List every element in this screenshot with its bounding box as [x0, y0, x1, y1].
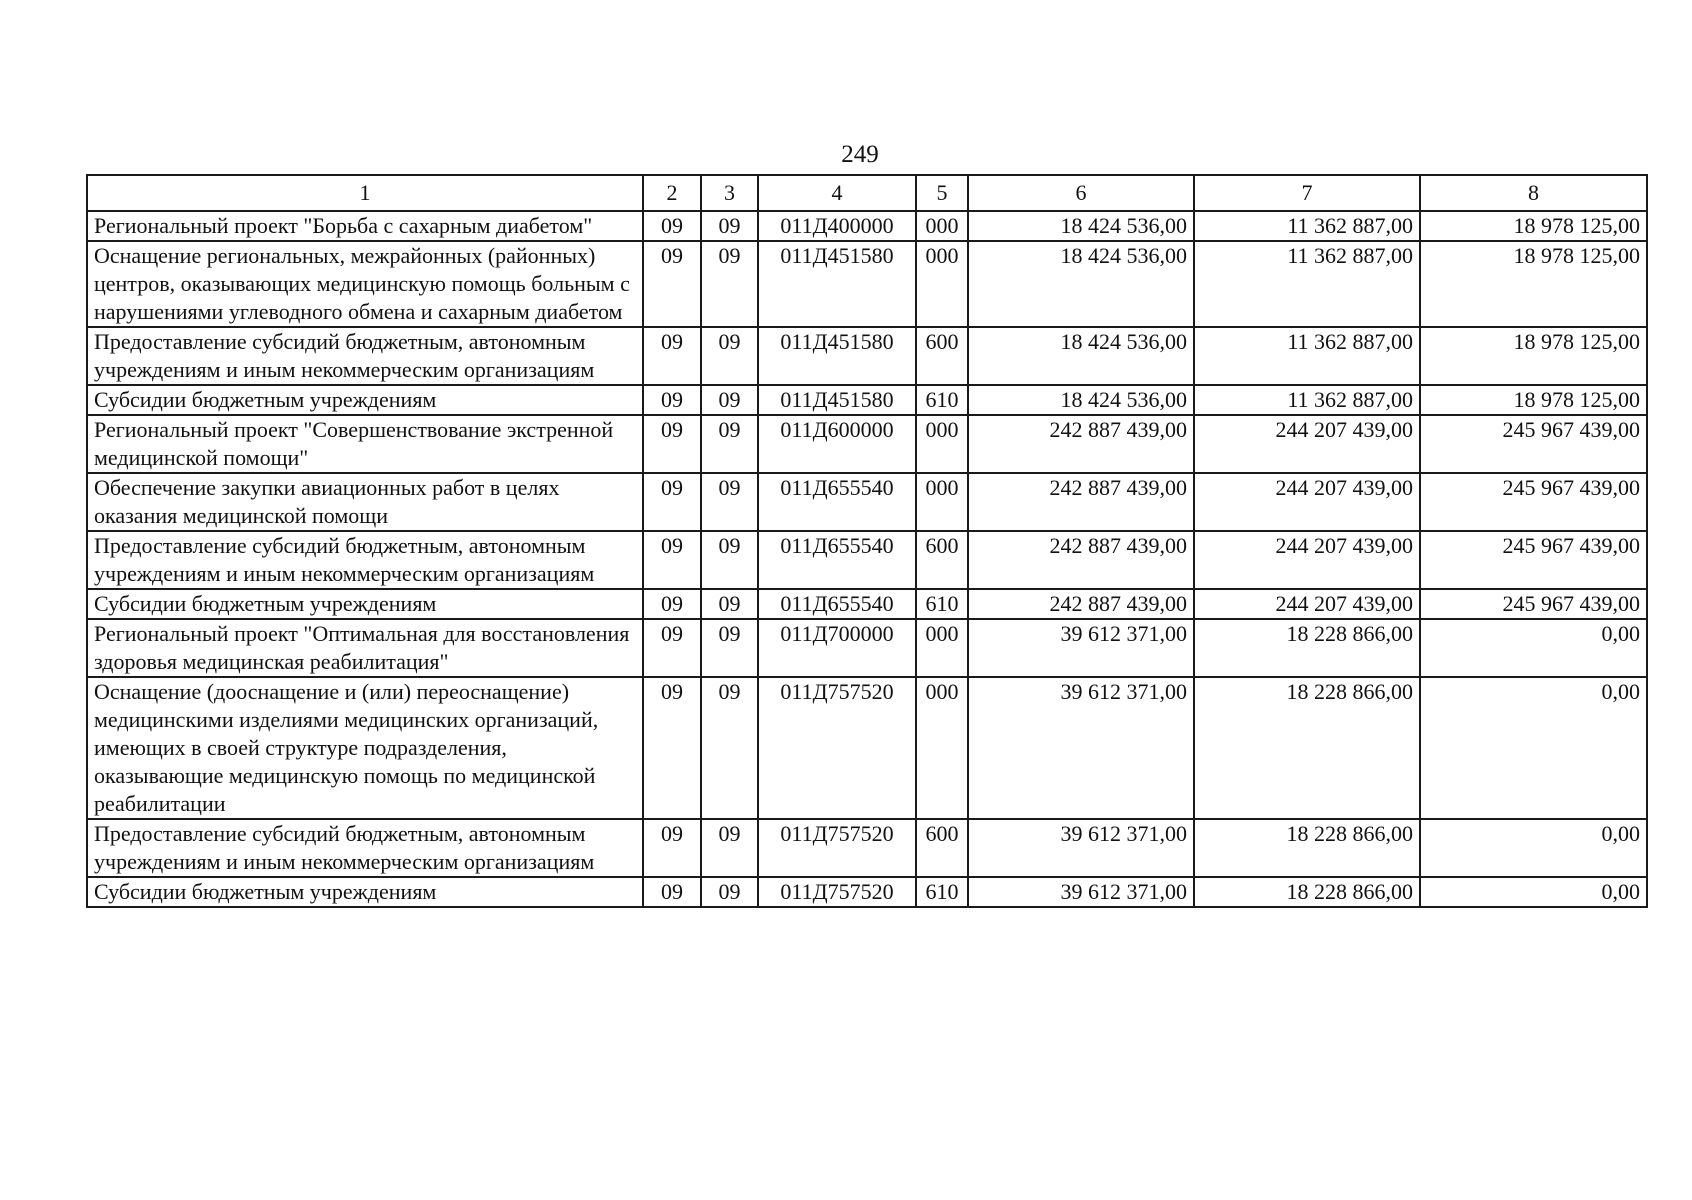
table-row — [87, 385, 1647, 415]
section-code-cell: 09 — [643, 589, 701, 619]
subsection-code-cell: 09 — [701, 385, 758, 415]
target-article-cell: 011Д451580 — [758, 241, 916, 327]
amount-column-6-cell: 18 424 536,00 — [968, 385, 1194, 415]
amount-column-7-cell: 244 207 439,00 — [1194, 531, 1420, 589]
amount-column-8-cell: 18 978 125,00 — [1420, 327, 1647, 385]
amount-column-7-cell: 244 207 439,00 — [1194, 415, 1420, 473]
table-row — [87, 531, 1647, 589]
expense-type-cell: 000 — [916, 211, 968, 241]
section-code-cell: 09 — [643, 241, 701, 327]
target-article-cell: 011Д451580 — [758, 327, 916, 385]
page-number: 249 — [841, 141, 879, 168]
amount-column-8-cell: 0,00 — [1420, 619, 1647, 677]
amount-column-7-cell: 244 207 439,00 — [1194, 589, 1420, 619]
expense-type-cell: 000 — [916, 619, 968, 677]
amount-column-8-cell: 18 978 125,00 — [1420, 385, 1647, 415]
expense-name-cell: Региональный проект "Оптимальная для восстановления здоровья медицинская реабилитация" — [87, 619, 643, 677]
table-body — [87, 211, 1647, 907]
expense-name-cell: Субсидии бюджетным учреждениям — [87, 385, 643, 415]
amount-column-8-cell: 245 967 439,00 — [1420, 473, 1647, 531]
subsection-code-cell: 09 — [701, 415, 758, 473]
expense-type-cell: 600 — [916, 327, 968, 385]
subsection-code-cell: 09 — [701, 531, 758, 589]
expense-type-cell: 600 — [916, 819, 968, 877]
expense-type-cell: 610 — [916, 877, 968, 907]
amount-column-8-cell: 18 978 125,00 — [1420, 241, 1647, 327]
target-article-cell: 011Д655540 — [758, 589, 916, 619]
amount-column-6-cell: 39 612 371,00 — [968, 619, 1194, 677]
target-article-cell: 011Д757520 — [758, 819, 916, 877]
amount-column-7-cell: 18 228 866,00 — [1194, 877, 1420, 907]
amount-column-6-cell: 39 612 371,00 — [968, 877, 1194, 907]
amount-column-6-cell: 18 424 536,00 — [968, 211, 1194, 241]
amount-column-6-cell: 18 424 536,00 — [968, 241, 1194, 327]
subsection-code-cell: 09 — [701, 211, 758, 241]
column-header: 8 — [1420, 175, 1647, 211]
section-code-cell: 09 — [643, 877, 701, 907]
subsection-code-cell: 09 — [701, 619, 758, 677]
target-article-cell: 011Д451580 — [758, 385, 916, 415]
budget-table — [86, 174, 1648, 908]
column-header: 5 — [916, 175, 968, 211]
amount-column-8-cell: 245 967 439,00 — [1420, 589, 1647, 619]
table-row — [87, 819, 1647, 877]
expense-name-cell: Предоставление субсидий бюджетным, автономным учреждениям и иным некоммерческим организациям — [87, 531, 643, 589]
expense-type-cell: 600 — [916, 531, 968, 589]
section-code-cell: 09 — [643, 473, 701, 531]
target-article-cell: 011Д757520 — [758, 877, 916, 907]
table-row — [87, 211, 1647, 241]
expense-name-cell: Региональный проект "Совершенствование экстренной медицинской помощи" — [87, 415, 643, 473]
target-article-cell: 011Д600000 — [758, 415, 916, 473]
target-article-cell: 011Д700000 — [758, 619, 916, 677]
column-header: 1 — [87, 175, 643, 211]
table-row — [87, 241, 1647, 327]
subsection-code-cell: 09 — [701, 241, 758, 327]
amount-column-7-cell: 18 228 866,00 — [1194, 619, 1420, 677]
amount-column-7-cell: 244 207 439,00 — [1194, 473, 1420, 531]
amount-column-8-cell: 0,00 — [1420, 677, 1647, 819]
amount-column-7-cell: 11 362 887,00 — [1194, 327, 1420, 385]
column-number-header-row — [87, 175, 1647, 211]
section-code-cell: 09 — [643, 819, 701, 877]
section-code-cell: 09 — [643, 327, 701, 385]
amount-column-8-cell: 245 967 439,00 — [1420, 415, 1647, 473]
amount-column-7-cell: 18 228 866,00 — [1194, 819, 1420, 877]
expense-name-cell: Предоставление субсидий бюджетным, автономным учреждениям и иным некоммерческим организациям — [87, 327, 643, 385]
table-row — [87, 677, 1647, 819]
subsection-code-cell: 09 — [701, 819, 758, 877]
subsection-code-cell: 09 — [701, 473, 758, 531]
expense-type-cell: 000 — [916, 415, 968, 473]
target-article-cell: 011Д757520 — [758, 677, 916, 819]
amount-column-8-cell: 0,00 — [1420, 819, 1647, 877]
table-row — [87, 877, 1647, 907]
expense-name-cell: Оснащение (дооснащение и (или) переоснащение) медицинскими изделиями медицинских организаций, имеющих в своей структуре подразделения, оказывающие медицинскую помощь по медицинской реабилитации — [87, 677, 643, 819]
target-article-cell: 011Д400000 — [758, 211, 916, 241]
amount-column-6-cell: 18 424 536,00 — [968, 327, 1194, 385]
amount-column-7-cell: 11 362 887,00 — [1194, 241, 1420, 327]
expense-type-cell: 000 — [916, 473, 968, 531]
expense-name-cell: Обеспечение закупки авиационных работ в целях оказания медицинской помощи — [87, 473, 643, 531]
section-code-cell: 09 — [643, 619, 701, 677]
amount-column-8-cell: 0,00 — [1420, 877, 1647, 907]
section-code-cell: 09 — [643, 531, 701, 589]
amount-column-6-cell: 242 887 439,00 — [968, 473, 1194, 531]
table-row — [87, 619, 1647, 677]
expense-type-cell: 610 — [916, 385, 968, 415]
column-header: 7 — [1194, 175, 1420, 211]
target-article-cell: 011Д655540 — [758, 531, 916, 589]
table-row — [87, 415, 1647, 473]
expense-name-cell: Субсидии бюджетным учреждениям — [87, 589, 643, 619]
table-row — [87, 327, 1647, 385]
amount-column-6-cell: 39 612 371,00 — [968, 819, 1194, 877]
subsection-code-cell: 09 — [701, 877, 758, 907]
expense-name-cell: Региональный проект "Борьба с сахарным диабетом" — [87, 211, 643, 241]
subsection-code-cell: 09 — [701, 589, 758, 619]
column-header: 3 — [701, 175, 758, 211]
amount-column-6-cell: 242 887 439,00 — [968, 531, 1194, 589]
expense-name-cell: Предоставление субсидий бюджетным, автономным учреждениям и иным некоммерческим организациям — [87, 819, 643, 877]
target-article-cell: 011Д655540 — [758, 473, 916, 531]
expense-name-cell: Субсидии бюджетным учреждениям — [87, 877, 643, 907]
expense-type-cell: 610 — [916, 589, 968, 619]
section-code-cell: 09 — [643, 211, 701, 241]
amount-column-6-cell: 39 612 371,00 — [968, 677, 1194, 819]
amount-column-8-cell: 18 978 125,00 — [1420, 211, 1647, 241]
subsection-code-cell: 09 — [701, 327, 758, 385]
section-code-cell: 09 — [643, 415, 701, 473]
table-row — [87, 473, 1647, 531]
section-code-cell: 09 — [643, 677, 701, 819]
amount-column-7-cell: 11 362 887,00 — [1194, 211, 1420, 241]
expense-type-cell: 000 — [916, 677, 968, 819]
column-header: 4 — [758, 175, 916, 211]
amount-column-7-cell: 18 228 866,00 — [1194, 677, 1420, 819]
expense-name-cell: Оснащение региональных, межрайонных (районных) центров, оказывающих медицинскую помощь больным с нарушениями углеводного обмена и сахарным диабетом — [87, 241, 643, 327]
expense-type-cell: 000 — [916, 241, 968, 327]
section-code-cell: 09 — [643, 385, 701, 415]
amount-column-7-cell: 11 362 887,00 — [1194, 385, 1420, 415]
column-header: 6 — [968, 175, 1194, 211]
column-header: 2 — [643, 175, 701, 211]
amount-column-6-cell: 242 887 439,00 — [968, 415, 1194, 473]
amount-column-8-cell: 245 967 439,00 — [1420, 531, 1647, 589]
table-row — [87, 589, 1647, 619]
amount-column-6-cell: 242 887 439,00 — [968, 589, 1194, 619]
subsection-code-cell: 09 — [701, 677, 758, 819]
